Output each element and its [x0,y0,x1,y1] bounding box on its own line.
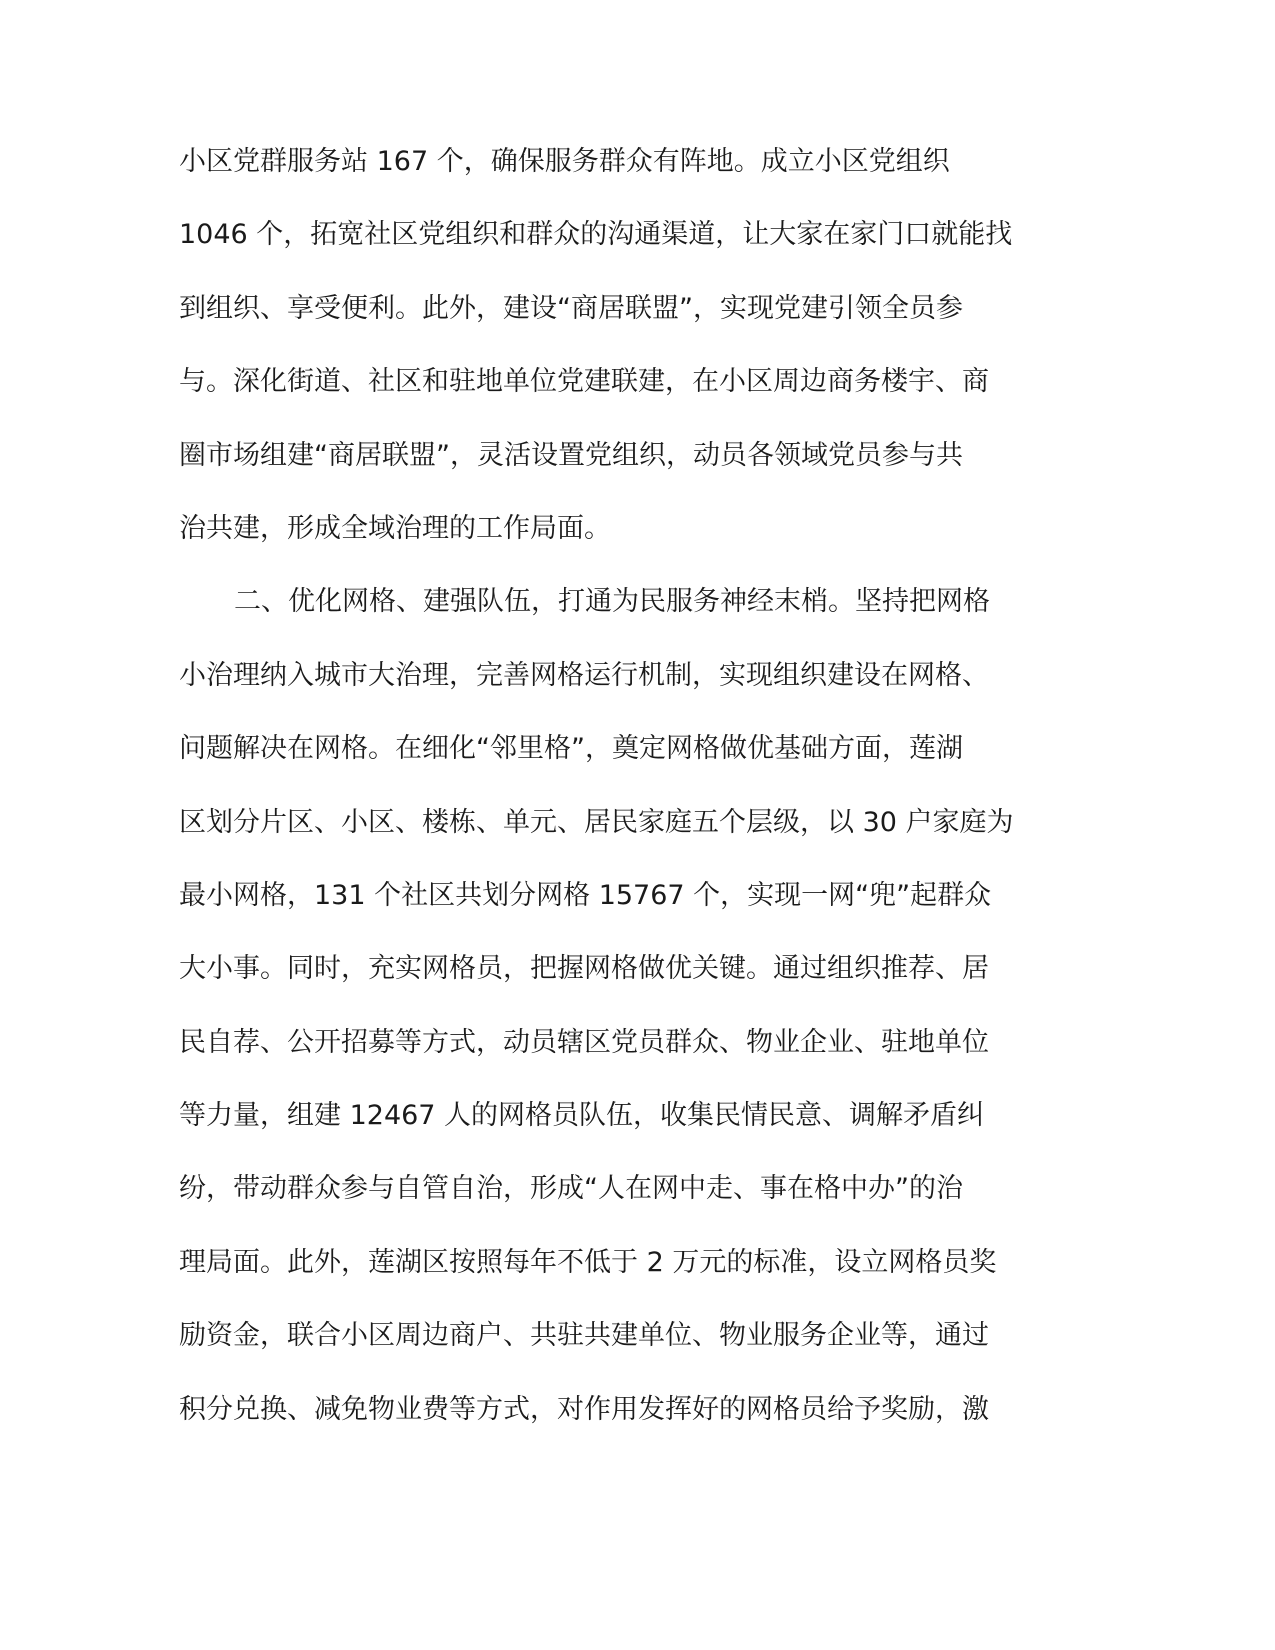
text-line: 最小网格，131 个社区共划分网格 15767 个，实现一网“兜”起群众 [179,879,992,911]
text-line: 理局面。此外，莲湖区按照每年不低于 2 万元的标准，设立网格员奖 [179,1246,997,1278]
text-line: 励资金，联合小区周边商户、共驻共建单位、物业服务企业等，通过 [179,1320,989,1352]
text-line: 区划分片区、小区、楼栋、单元、居民家庭五个层级，以 30 户家庭为 [179,806,1014,838]
text-line: 小区党群服务站 167 个，确保服务群众有阵地。成立小区党组织 [179,146,950,177]
text-line: 1046 个，拓宽社区党组织和群众的沟通渠道，让大家在家门口就能找 [179,219,1013,251]
text-line: 纷，带动群众参与自管自治，形成“人在网中走、事在格中办”的治 [179,1173,963,1205]
text-line: 积分兑换、减免物业费等方式，对作用发挥好的网格员给予奖励，激 [179,1393,989,1425]
paragraph-start-line: 二、优化网格、建强队伍，打通为民服务神经末梢。坚持把网格 [234,586,990,618]
text-line: 问题解决在网格。在细化“邻里格”，奠定网格做优基础方面，莲湖 [179,733,963,765]
text-line: 等力量，组建 12467 人的网格员队伍，收集民情民意、调解矛盾纠 [179,1100,985,1132]
text-line: 与。深化街道、社区和驻地单位党建联建，在小区周边商务楼宇、商 [179,366,989,398]
text-line: 圈市场组建“商居联盟”，灵活设置党组织，动员各领域党员参与共 [179,439,963,471]
text-line: 到组织、享受便利。此外，建设“商居联盟”，实现党建引领全员参 [179,292,963,324]
document-body [179,136,1059,1457]
text-line: 大小事。同时，充实网格员，把握网格做优关键。通过组织推荐、居 [179,953,989,985]
text-line: 治共建，形成全域治理的工作局面。 [179,512,611,544]
text-line: 民自荐、公开招募等方式，动员辖区党员群众、物业企业、驻地单位 [179,1026,989,1058]
text-line: 小治理纳入城市大治理，完善网格运行机制，实现组织建设在网格、 [179,659,989,691]
